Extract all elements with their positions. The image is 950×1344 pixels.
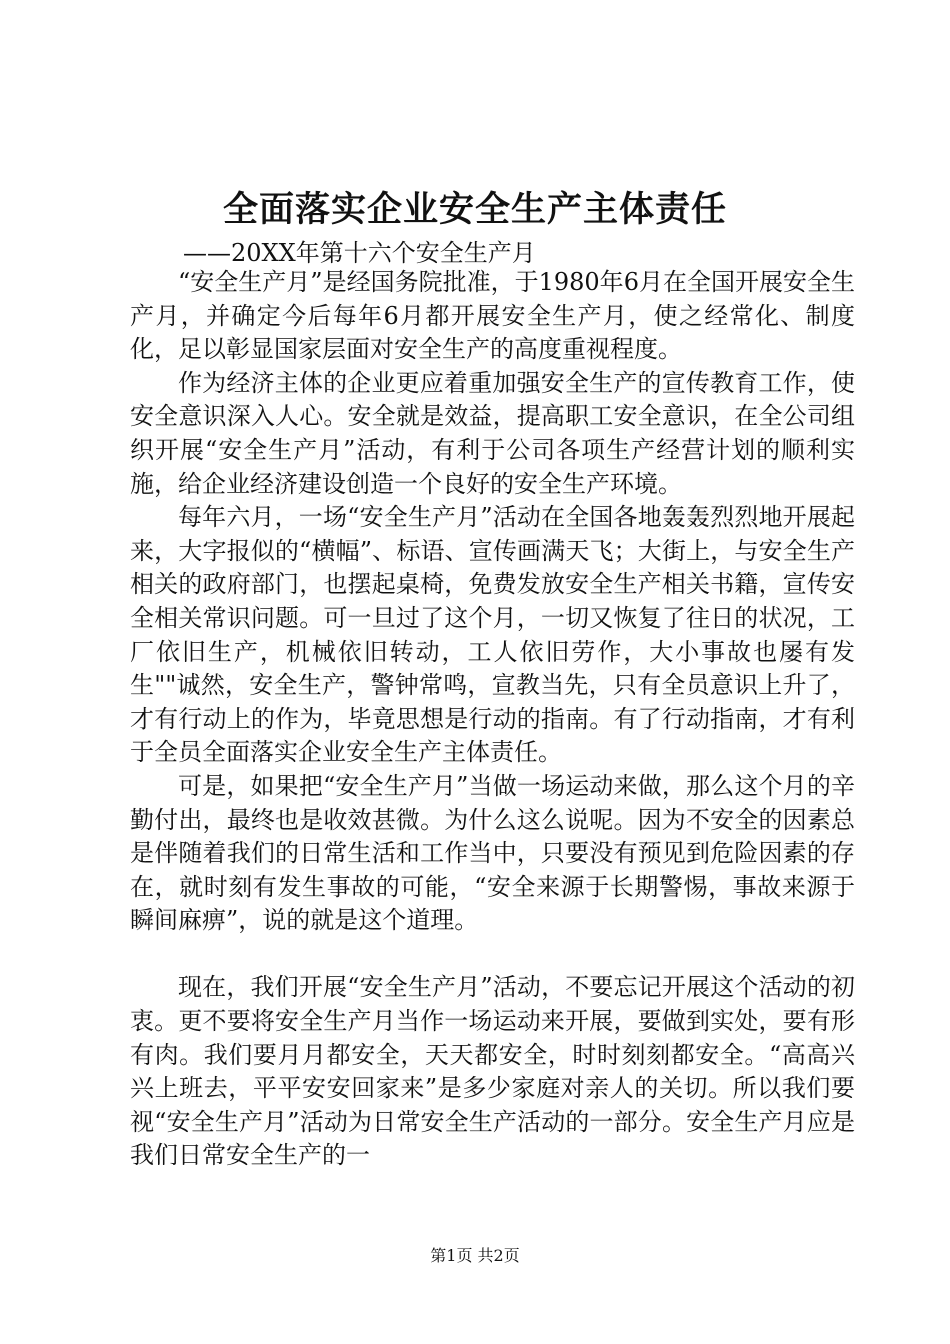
paragraph-2: 作为经济主体的企业更应着重加强安全生产的宣传教育工作，使安全意识深入人心。安全就是效益，提高职工安全意识，在全公司组织开展“安全生产月”活动，有利于公司各项生产经营计划的顺利实施，给企业经济建设创造一个良好的安全生产环境。	[130, 368, 855, 498]
document-title: 全面落实企业安全生产主体责任	[222, 189, 727, 230]
paragraph-1: “安全生产月”是经国务院批准，于1980年6月在全国开展安全生产月，并确定今后每年6月都开展安全生产月，使之经常化、制度化，足以彰显国家层面对安全生产的高度重视程度。	[130, 268, 855, 364]
paragraph-4: 可是，如果把“安全生产月”当做一场运动来做，那么这个月的辛勤付出，最终也是收效甚微。为什么这么说呢。因为不安全的因素总是伴随着我们的日常生活和工作当中，只要没有预见到危险因素的存在，就时刻有发生事故的可能，“安全来源于长期警惕，事故来源于瞬间麻痹”，说的就是这个道理。	[130, 771, 855, 935]
paragraph-3: 每年六月，一场“安全生产月”活动在全国各地轰轰烈烈地开展起来，大字报似的“横幅”、标语、宣传画满天飞；大街上，与安全生产相关的政府部门，也摆起桌椅，免费发放安全生产相关书籍，宣传安全相关常识问题。可一旦过了这个月，一切又恢复了往日的状况，工厂依旧生产，机械依旧转动，工人依旧劳作，大小事故也屡有发生""诚然，安全生产，警钟常鸣，宣教当先，只有全员意识上升了，才有行动上的作为，毕竟思想是行动的指南。有了行动指南，才有利于全员全面落实企业安全生产主体责任。	[130, 503, 855, 767]
paragraph-5: 现在，我们开展“安全生产月”活动，不要忘记开展这个活动的初衷。更不要将安全生产月当作一场运动来开展，要做到实处，要有形有肉。我们要月月都安全，天天都安全，时时刻刻都安全。“高高兴兴上班去，平平安安回家来”是多少家庭对亲人的关切。所以我们要视“安全生产月”活动为日常安全生产活动的一部分。安全生产月应是我们日常安全生产的一	[130, 973, 855, 1170]
page-footer: 第1页 共2页	[430, 1246, 520, 1265]
document-body	[130, 266, 855, 1173]
document-subtitle: ——20XX年第十六个安全生产月	[183, 239, 536, 267]
paragraph-spacer	[130, 938, 855, 972]
